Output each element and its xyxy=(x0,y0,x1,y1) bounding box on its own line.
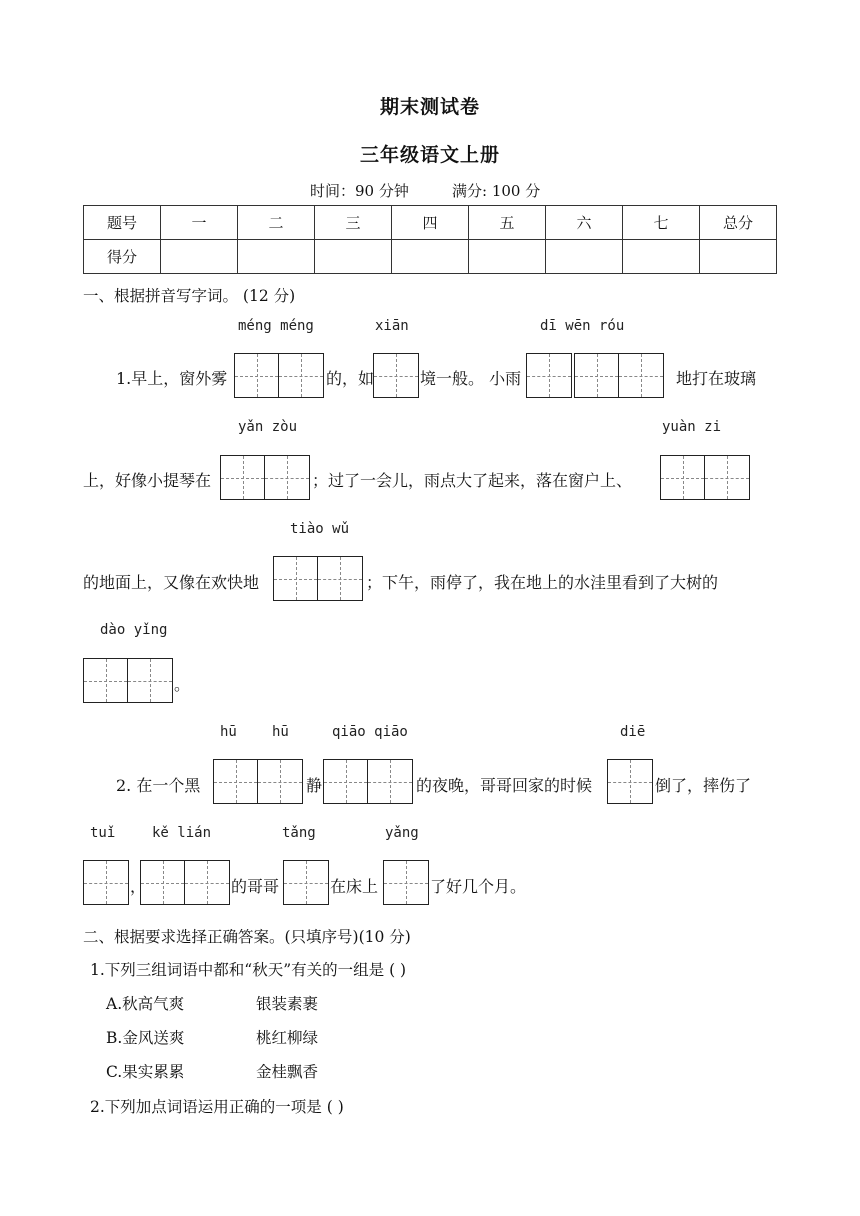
answer-grid-kelian[interactable] xyxy=(140,860,230,905)
table-header-cell: 七 xyxy=(623,206,700,240)
pinyin-hu-2: hū xyxy=(272,724,289,740)
pinyin-tiaowu: tiào wǔ xyxy=(290,521,350,537)
grid-cell[interactable] xyxy=(324,760,368,803)
pinyin-qiaoqiao: qiāo qiāo xyxy=(332,724,408,740)
pinyin-yang: yǎng xyxy=(385,825,419,841)
score-table-score-row xyxy=(84,240,777,274)
time-limit: 时间：90 分钟 xyxy=(310,182,409,200)
q2-text-h: 了好几个月。 xyxy=(430,877,527,896)
grid-cell[interactable] xyxy=(221,456,265,499)
score-cell[interactable] xyxy=(392,240,469,274)
table-header-cell: 六 xyxy=(546,206,623,240)
answer-grid-huhu[interactable] xyxy=(213,759,303,804)
answer-grid-mengmeng[interactable] xyxy=(234,353,324,398)
table-header-cell: 题号 xyxy=(84,206,161,240)
answer-grid-tiaowu[interactable] xyxy=(273,556,363,601)
table-header-cell: 五 xyxy=(469,206,546,240)
pinyin-diwenrou: dī wēn róu xyxy=(540,318,625,334)
grid-cell[interactable] xyxy=(274,557,318,600)
pinyin-daoying: dào yǐng xyxy=(100,622,168,638)
grid-cell[interactable] xyxy=(265,456,309,499)
table-header-cell: 一 xyxy=(161,206,238,240)
answer-grid-di[interactable] xyxy=(526,353,572,398)
grid-cell[interactable] xyxy=(608,760,652,803)
q1-text-h: ；下午，雨停了，我在地上的水洼里看到了大树的 xyxy=(366,573,719,592)
q1-text-g: 的地面上，又像在欢快地 xyxy=(83,573,260,592)
q1-text-e: 上，好像小提琴在 xyxy=(83,471,212,490)
score-cell[interactable] xyxy=(623,240,700,274)
score-table-header-row xyxy=(84,206,777,240)
score-table xyxy=(83,205,777,274)
pinyin-hu-1: hū xyxy=(220,724,237,740)
grid-cell[interactable] xyxy=(235,354,279,397)
page-title: 期末测试卷 xyxy=(379,96,480,118)
section-1-heading: 一、根据拼音写字词。 (12 分) xyxy=(83,287,296,305)
section-2-heading: 二、根据要求选择正确答案。(只填序号)(10 分) xyxy=(83,928,411,946)
grid-cell[interactable] xyxy=(619,354,663,397)
grid-cell[interactable] xyxy=(258,760,302,803)
question-2-1-stem: 1.下列三组词语中都和“秋天”有关的一组是 ( ) xyxy=(90,961,407,979)
grid-cell[interactable] xyxy=(318,557,362,600)
q1-text-i: 。 xyxy=(174,675,191,694)
grid-cell[interactable] xyxy=(84,861,128,904)
option-a-label[interactable]: A.秋高气爽 xyxy=(106,995,185,1013)
full-score: 满分: 100 分 xyxy=(452,182,541,200)
option-c-second: 金桂飘香 xyxy=(256,1063,319,1081)
grid-cell[interactable] xyxy=(284,861,328,904)
answer-grid-xian[interactable] xyxy=(373,353,419,398)
grid-cell[interactable] xyxy=(705,456,749,499)
grid-cell[interactable] xyxy=(128,659,172,702)
q2-text-c: 的夜晚，哥哥回家的时候 xyxy=(416,776,593,795)
score-cell[interactable] xyxy=(700,240,777,274)
table-header-cell: 三 xyxy=(315,206,392,240)
q2-text-b: 静 xyxy=(306,776,323,795)
option-b-second: 桃红柳绿 xyxy=(256,1029,319,1047)
pinyin-xian: xiān xyxy=(375,318,409,334)
grid-cell[interactable] xyxy=(575,354,619,397)
score-row-label: 得分 xyxy=(84,240,161,274)
pinyin-yanzou: yǎn zòu xyxy=(238,419,298,435)
pinyin-tui: tuǐ xyxy=(90,825,116,841)
option-a-second: 银装素裹 xyxy=(256,995,319,1013)
page-subtitle: 三年级语文上册 xyxy=(359,144,500,166)
q2-text-e: ， xyxy=(130,877,147,896)
grid-cell[interactable] xyxy=(661,456,705,499)
answer-grid-yang[interactable] xyxy=(383,860,429,905)
answer-grid-yanzou[interactable] xyxy=(220,455,310,500)
score-cell[interactable] xyxy=(238,240,315,274)
table-header-cell: 总分 xyxy=(700,206,777,240)
grid-cell[interactable] xyxy=(185,861,229,904)
pinyin-tang: tǎng xyxy=(282,825,316,841)
grid-cell[interactable] xyxy=(527,354,571,397)
answer-grid-qiaoqiao[interactable] xyxy=(323,759,413,804)
q1-text-a: 1.早上，窗外雾 xyxy=(116,369,228,388)
q1-text-d: 地打在玻璃 xyxy=(676,369,757,388)
q2-text-d: 倒了，摔伤了 xyxy=(655,776,752,795)
score-cell[interactable] xyxy=(546,240,623,274)
grid-cell[interactable] xyxy=(384,861,428,904)
score-cell[interactable] xyxy=(161,240,238,274)
q2-text-a: 2. 在一个黑 xyxy=(116,776,201,795)
score-cell[interactable] xyxy=(315,240,392,274)
grid-cell[interactable] xyxy=(214,760,258,803)
q2-text-f: 的哥哥 xyxy=(231,877,280,896)
pinyin-yuanzi: yuàn zi xyxy=(662,419,722,435)
answer-grid-tui[interactable] xyxy=(83,860,129,905)
grid-cell[interactable] xyxy=(141,861,185,904)
answer-grid-wenrou[interactable] xyxy=(574,353,664,398)
pinyin-mengmeng: méng méng xyxy=(238,318,314,334)
table-header-cell: 二 xyxy=(238,206,315,240)
answer-grid-daoying[interactable] xyxy=(83,658,173,703)
pinyin-kelian: kě lián xyxy=(152,825,212,841)
q1-text-b: 的，如 xyxy=(326,369,375,388)
option-c-label[interactable]: C.果实累累 xyxy=(106,1063,185,1081)
q1-text-f: ；过了一会儿，雨点大了起来，落在窗户上、 xyxy=(312,471,633,490)
pinyin-die: diē xyxy=(620,724,646,740)
score-cell[interactable] xyxy=(469,240,546,274)
answer-grid-yuanzi[interactable] xyxy=(660,455,750,500)
table-header-cell: 四 xyxy=(392,206,469,240)
answer-grid-die[interactable] xyxy=(607,759,653,804)
grid-cell[interactable] xyxy=(84,659,128,702)
answer-grid-tang[interactable] xyxy=(283,860,329,905)
q2-text-g: 在床上 xyxy=(330,877,379,896)
question-2-2-stem: 2.下列加点词语运用正确的一项是 ( ) xyxy=(90,1098,344,1116)
option-b-label[interactable]: B.金风送爽 xyxy=(106,1029,185,1047)
grid-cell[interactable] xyxy=(368,760,412,803)
grid-cell[interactable] xyxy=(279,354,323,397)
q1-text-c: 境一般。 小雨 xyxy=(420,369,522,388)
grid-cell[interactable] xyxy=(374,354,418,397)
